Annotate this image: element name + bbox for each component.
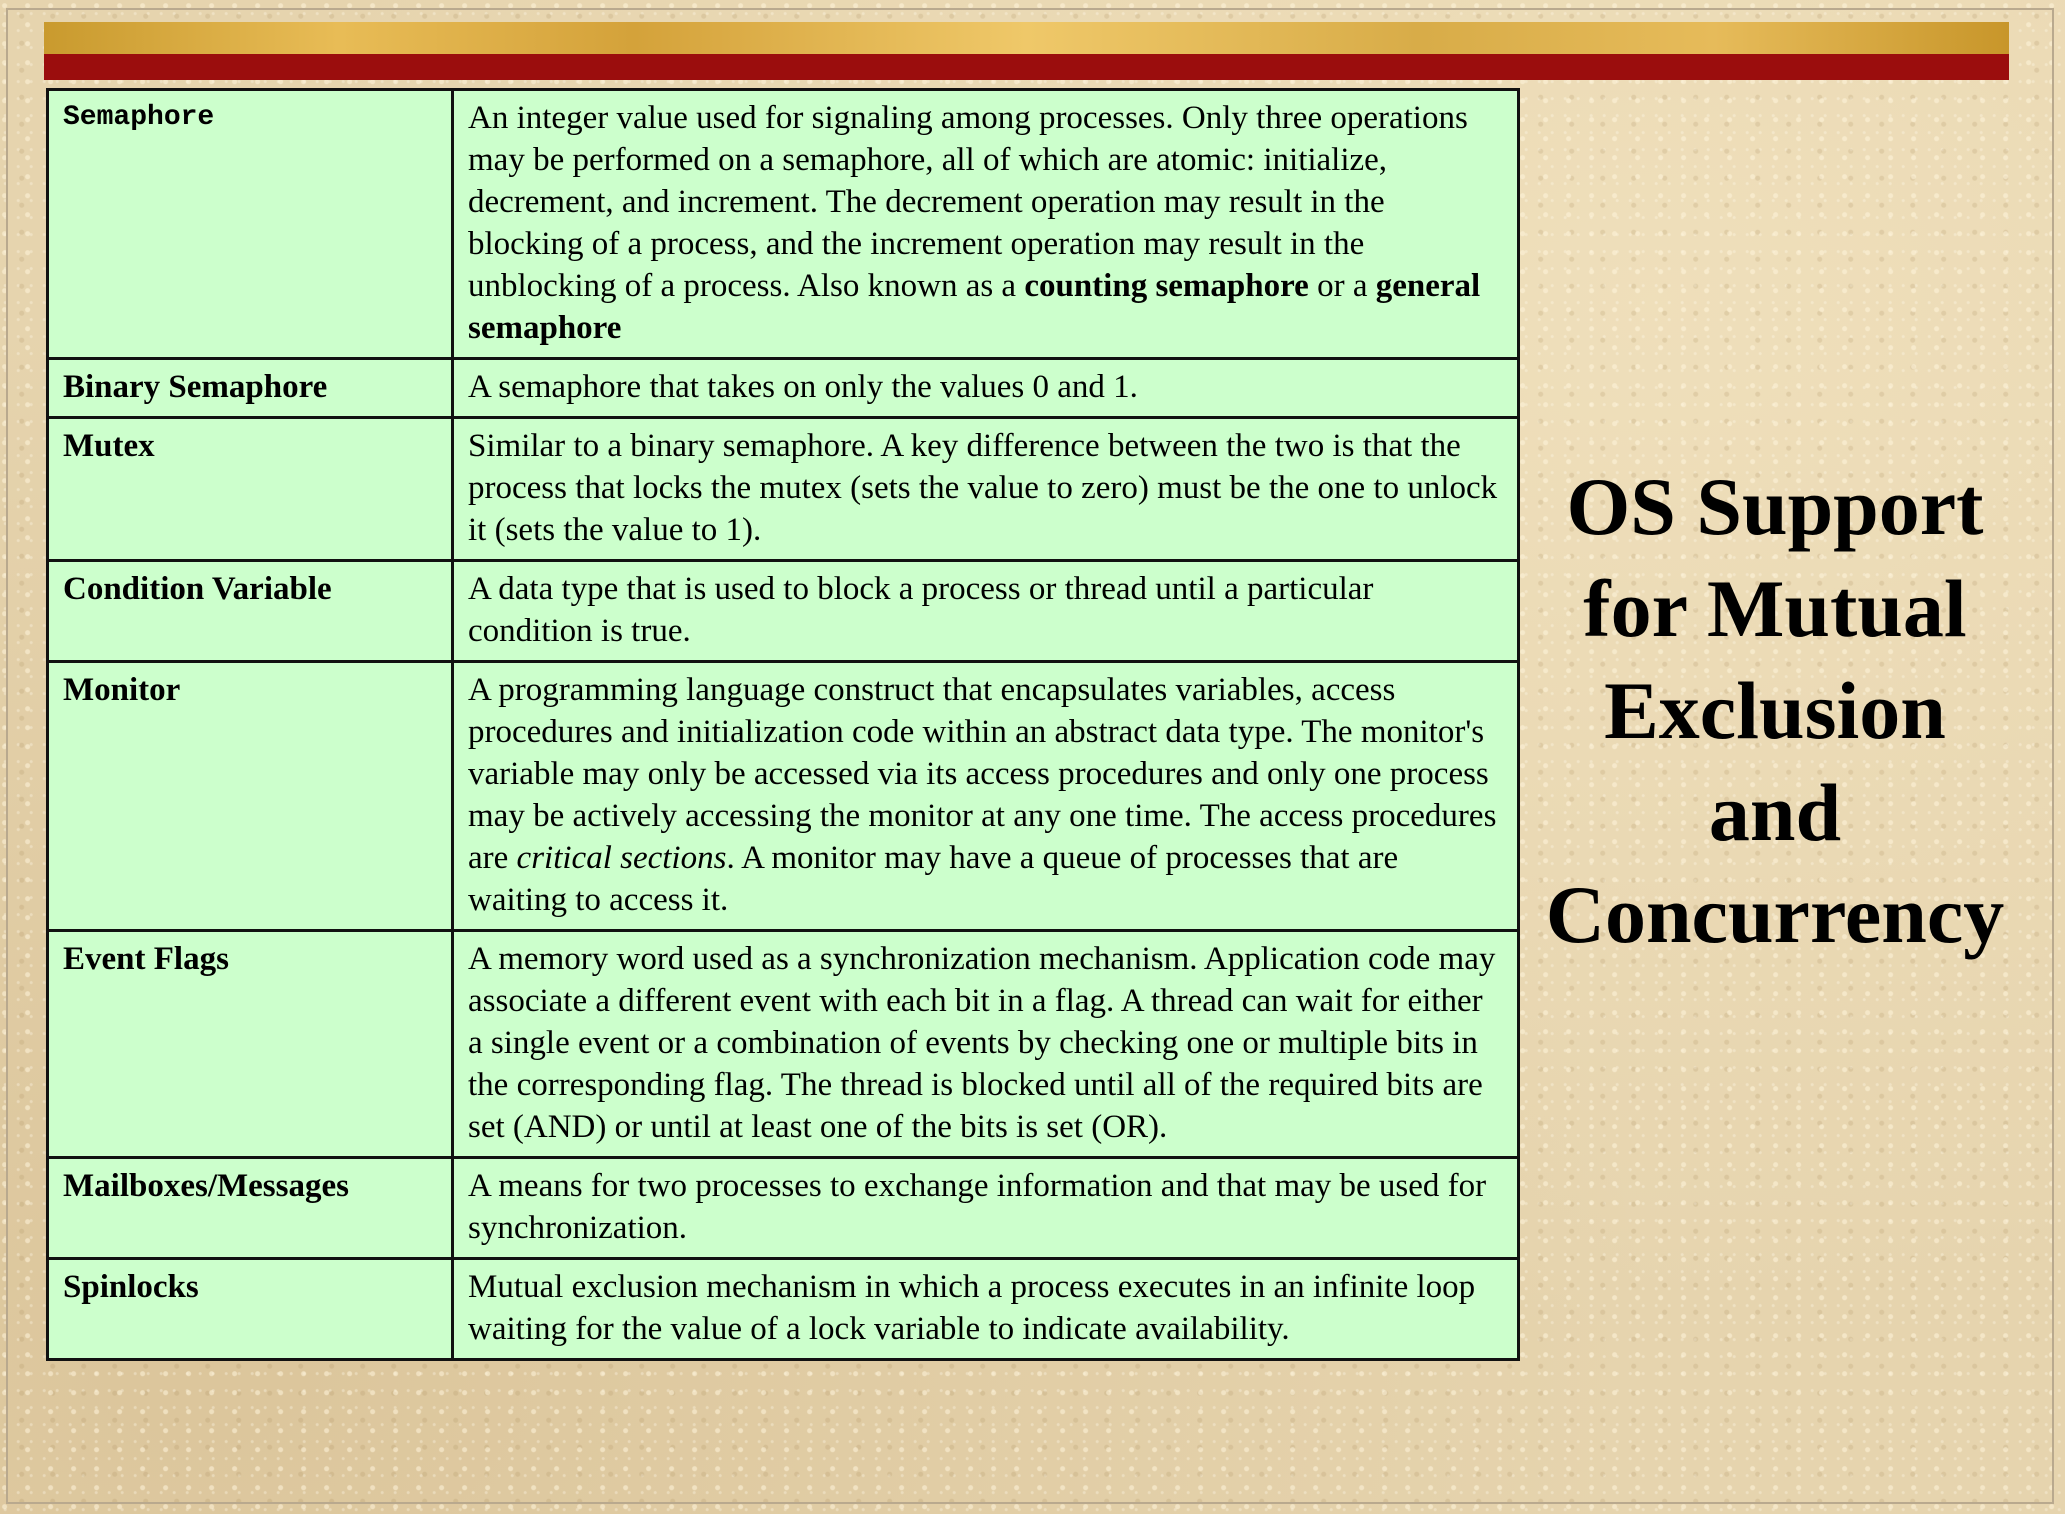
definition-text: general semaphore	[468, 268, 1481, 346]
definition-cell	[453, 561, 1519, 662]
definition-cell	[453, 1259, 1519, 1360]
term-cell: Monitor	[48, 662, 453, 931]
definition-text: critical sections	[516, 840, 727, 876]
definition-text: counting semaphore	[1024, 268, 1309, 304]
header-red-rule	[44, 54, 2009, 80]
definition-text: A memory word used as a synchronization mechanism. Application code may associate a different event with each bit in a flag. A thread can wait for either a single event or a combination of events by checking one or multiple bits in the corresponding flag. The thread is blocked until all of the required bits are set (AND) or until at least one of the bits is set (OR).	[468, 941, 1496, 1145]
definitions-table	[46, 88, 1520, 1361]
slide-title-line: OS Support	[1566, 461, 1984, 552]
table-row	[48, 359, 1519, 418]
definition-cell	[453, 662, 1519, 931]
definition-cell	[453, 1158, 1519, 1259]
term-cell: Condition Variable	[48, 561, 453, 662]
slide-title	[1524, 456, 2026, 966]
definition-cell	[453, 359, 1519, 418]
term-cell: Mailboxes/Messages	[48, 1158, 453, 1259]
term-cell: Event Flags	[48, 931, 453, 1158]
definition-text: . A monitor may have a queue of processes that are waiting to access it.	[468, 840, 1399, 918]
definition-cell	[453, 418, 1519, 561]
table-row	[48, 1158, 1519, 1259]
table-row	[48, 662, 1519, 931]
definition-text: A means for two processes to exchange information and that may be used for synchronization.	[468, 1168, 1487, 1246]
definition-text: A semaphore that takes on only the values 0 and 1.	[468, 369, 1138, 405]
definitions-table-body	[48, 90, 1519, 1360]
slide-title-line: Concurrency	[1545, 869, 2005, 960]
slide-title-line: for Mutual	[1583, 563, 1967, 654]
slide-title-line: Exclusion	[1604, 665, 1946, 756]
definition-text: Similar to a binary semaphore. A key difference between the two is that the process that locks the mutex (sets the value to zero) must be the one to unlock it (sets the value to 1).	[468, 428, 1498, 548]
term-cell: Mutex	[48, 418, 453, 561]
term-cell: Binary Semaphore	[48, 359, 453, 418]
term-cell: Semaphore	[48, 90, 453, 359]
definition-text: Mutual exclusion mechanism in which a process executes in an infinite loop waiting for the value of a lock variable to indicate availability.	[468, 1269, 1476, 1347]
table-row	[48, 90, 1519, 359]
definition-text: or a	[1308, 268, 1376, 304]
definitions-table-container	[46, 88, 1520, 1361]
definition-cell	[453, 90, 1519, 359]
slide-title-line: and	[1708, 767, 1842, 858]
definition-text: A programming language construct that encapsulates variables, access procedures and initialization code within an abstract data type. The monitor's variable may only be accessed via its access procedures and only one process may be actively accessing the monitor at any one time. The access procedures are	[468, 672, 1497, 876]
table-row	[48, 561, 1519, 662]
table-row	[48, 931, 1519, 1158]
table-row	[48, 418, 1519, 561]
definition-text: An integer value used for signaling among processes. Only three operations may be performed on a semaphore, all of which are atomic: initialize, decrement, and increment. The decrement operation may result in the blocking of a process, and the increment operation may result in the unblocking of a process. Also known as a	[468, 100, 1468, 304]
term-cell: Spinlocks	[48, 1259, 453, 1360]
header-gold-band	[44, 22, 2009, 54]
definition-cell	[453, 931, 1519, 1158]
definition-text: A data type that is used to block a process or thread until a particular condition is true.	[468, 571, 1374, 649]
table-row	[48, 1259, 1519, 1360]
